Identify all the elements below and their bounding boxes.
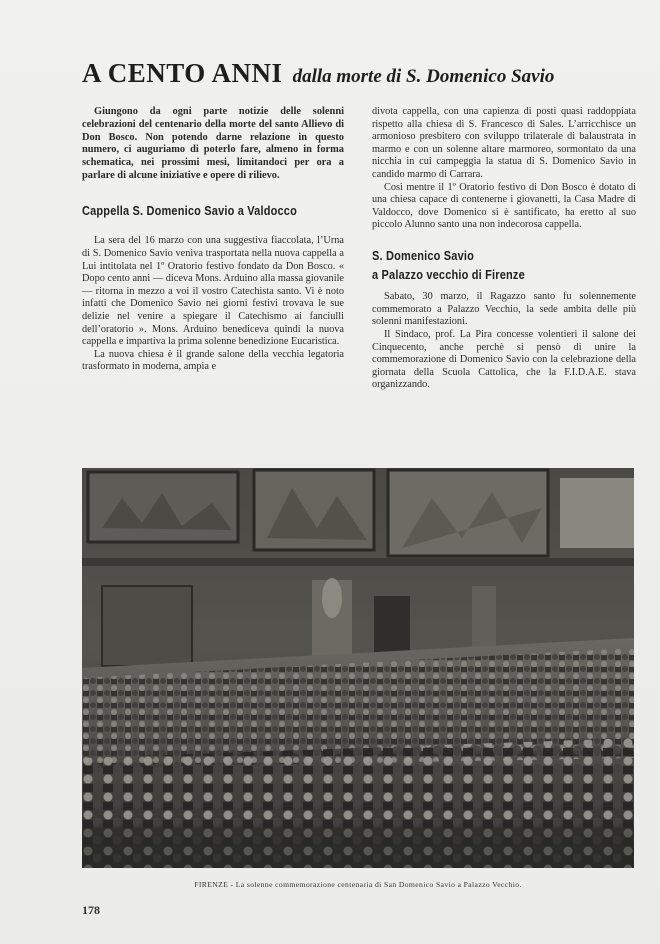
photo-illustration bbox=[82, 468, 634, 868]
paragraph: divota cappella, con una capienza di posti quasi raddoppiata rispetto alla chiesa di S. Francesco di Sales. L’arricchisce un armonioso presbitero con sviluppo trilaterale di balaustrata in marmo e con un solenne altare marmoreo, sormontato da una nicchia in cui campeggia la statua di S. Domenico Savio in candido marmo di Carrara. bbox=[372, 106, 636, 180]
section-heading-firenze-line2: a Palazzo vecchio di Firenze bbox=[372, 267, 525, 282]
paragraph: Il Sindaco, prof. La Pira concesse volentieri il salone dei Cinquecento, anche perchè si pensò di unire la commemorazione di Domenico Savio con la celebrazione della giornata della Scuola Cattolica, che la F.I.D.A.E. stava organizzando. bbox=[372, 328, 636, 391]
intro-paragraph: Giungono da ogni parte notizie delle solenni celebrazioni del centenario della morte del santo Allievo di Don Bosco. Non potendo darne relazione in questo numero, ci auguriamo di poterlo fare, almeno in forma schematica, nei prossimi mesi, limitandoci per ora a parlare di alcune iniziative e opere di rilievo. bbox=[82, 106, 344, 181]
left-column bbox=[82, 106, 344, 374]
photo-caption: FIRENZE - La solenne commemorazione centenaria di San Domenico Savio a Palazzo Vecchio. bbox=[194, 880, 522, 889]
title-main: A CENTO ANNI bbox=[82, 58, 283, 88]
article-title bbox=[82, 58, 642, 89]
paragraph: Sabato, 30 marzo, il Ragazzo santo fu solennemente commemorato a Palazzo Vecchio, la sede ambita delle più solenni manifestazioni. bbox=[372, 291, 636, 328]
page-number: 178 bbox=[82, 903, 100, 917]
paragraph: Così mentre il 1º Oratorio festivo di Don Bosco è dotato di una chiesa capace di contenerne i giovanetti, la Casa Madre di Valdocco, dove Domenico si è santificato, ha eretto al suo piccolo Alunno santo una non indecorosa cappella. bbox=[372, 181, 636, 231]
paragraph: La nuova chiesa è il grande salone della vecchia legatoria trasformato in moderna, ampia e bbox=[82, 348, 344, 373]
right-column bbox=[372, 106, 636, 392]
section-heading-valdocco: Cappella S. Domenico Savio a Valdocco bbox=[82, 203, 297, 218]
title-subtitle: dalla morte di S. Domenico Savio bbox=[292, 66, 555, 87]
section-heading-firenze-line1: S. Domenico Savio bbox=[372, 248, 475, 263]
paragraph: La sera del 16 marzo con una suggestiva fiaccolata, l’Urna di S. Domenico Savio veniva trasportata nella nuova cappella a Lui intitolata nel 1º Oratorio festivo fondato da Don Bosco. « Dopo cento anni — diceva Mons. Arduino alla massa giovanile — ritorna in mezzo a voi il vostro Catechista santo. Vi è noto infatti che Domenico Savio nei giorni festivi trovava le sue delizie nel venire a spiegare il Catechismo ai fanciulli dell’oratorio ». Mons. Arduino benediceva quindi la nuova cappella e impartiva la prima solenne benedizione Eucaristica. bbox=[82, 235, 344, 348]
photograph-salone-dei-cinquecento bbox=[82, 468, 634, 868]
